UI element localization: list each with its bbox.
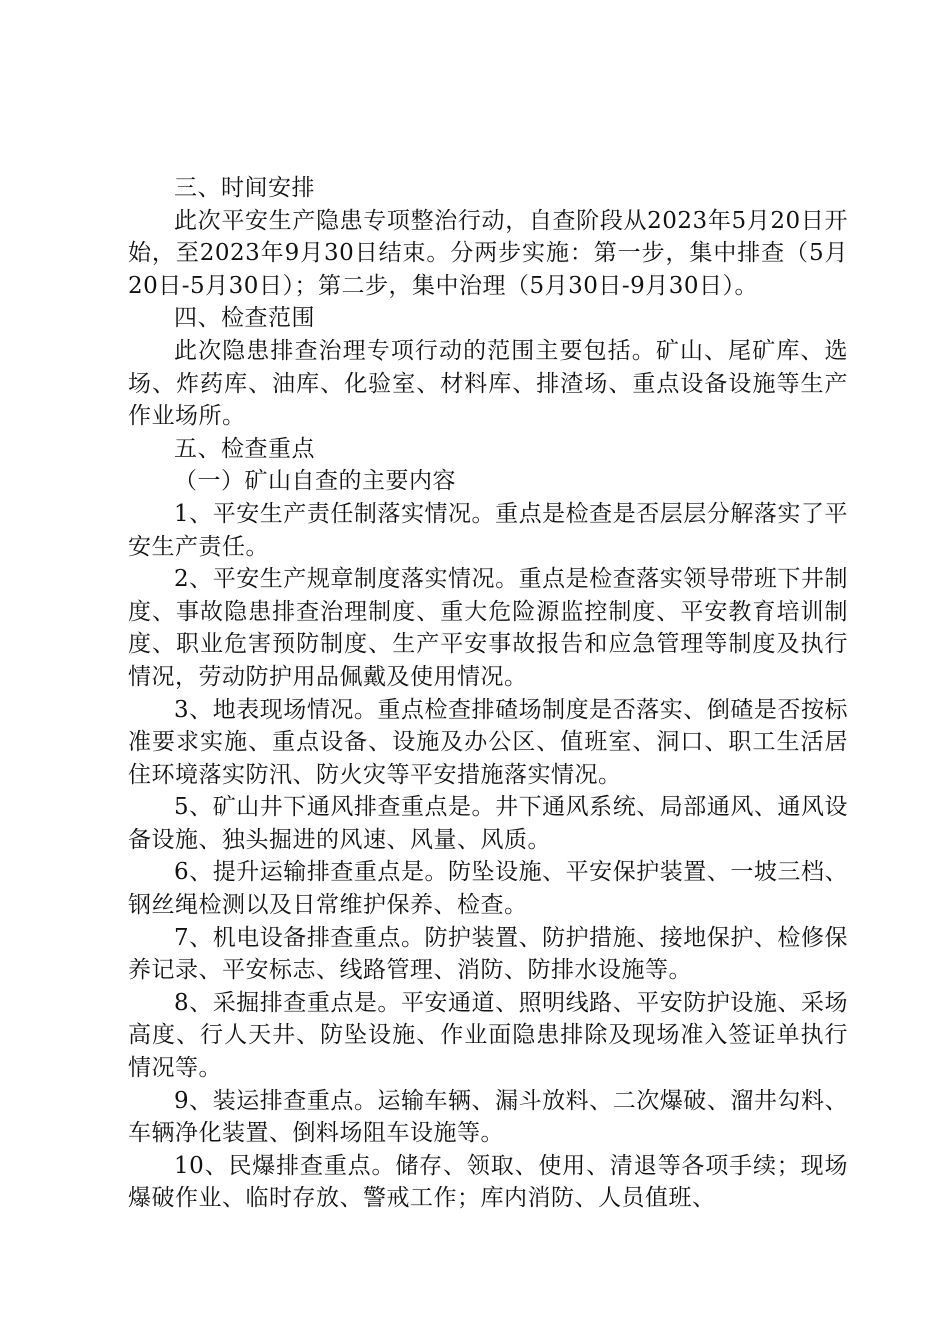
- paragraph-item-9: 9、装运排查重点。运输车辆、漏斗放料、二次爆破、溜井勾料、车辆净化装置、倒料场阻车设施等。: [128, 1087, 848, 1147]
- paragraph-item-6: 6、提升运输排查重点是。防坠设施、平安保护装置、一坡三档、钢丝绳检测以及日常维护保养、检查。: [128, 859, 848, 919]
- paragraph-item-2: 2、平安生产规章制度落实情况。重点是检查落实领导带班下井制度、事故隐患排查治理制度、重大危险源监控制度、平安教育培训制度、职业危害预防制度、生产平安事故报告和应急管理等制度及执行情况，劳动防护用品佩戴及使用情况。: [128, 566, 848, 690]
- document-body: [128, 172, 848, 1215]
- paragraph-item-5: 5、矿山井下通风排查重点是。井下通风系统、局部通风、通风设备设施、独头掘进的风速、风量、风质。: [128, 794, 848, 853]
- paragraph-schedule: 此次平安生产隐患专项整治行动，自查阶段从2023年5月20日开始，至2023年9月30日结束。分两步实施：第一步，集中排查（5月20日-5月30日）；第二步，集中治理（5月30日-9月30日）。: [128, 207, 848, 299]
- section-heading-schedule: 三、时间安排: [174, 175, 315, 201]
- paragraph-item-10: 10、民爆排查重点。储存、领取、使用、清退等各项手续；现场爆破作业、临时存放、警戒工作；库内消防、人员值班、: [128, 1152, 848, 1212]
- paragraph-scope: 此次隐患排查治理专项行动的范围主要包括。矿山、尾矿库、选场、炸药库、油库、化验室、材料库、排渣场、重点设备设施等生产作业场所。: [128, 337, 848, 430]
- paragraph-item-8: 8、采掘排查重点是。平安通道、照明线路、平安防护设施、采场高度、行人天井、防坠设施、作业面隐患排除及现场准入签证单执行情况等。: [128, 989, 848, 1082]
- section-heading-focus: 五、检查重点: [174, 435, 315, 462]
- section-heading-scope: 四、检查范围: [174, 305, 315, 332]
- paragraph-item-1: 1、平安生产责任制落实情况。重点是检查是否层层分解落实了平安生产责任。: [128, 500, 848, 560]
- paragraph-item-7: 7、机电设备排查重点。防护装置、防护措施、接地保护、检修保养记录、平安标志、线路管理、消防、防排水设施等。: [128, 924, 848, 984]
- paragraph-item-3: 3、地表现场情况。重点检查排碴场制度是否落实、倒碴是否按标准要求实施、重点设备、设施及办公区、值班室、洞口、职工生活居住环境落实防汛、防火灾等平安措施落实情况。: [128, 696, 848, 788]
- subsection-heading-mine-selfcheck: （一）矿山自查的主要内容: [174, 468, 456, 495]
